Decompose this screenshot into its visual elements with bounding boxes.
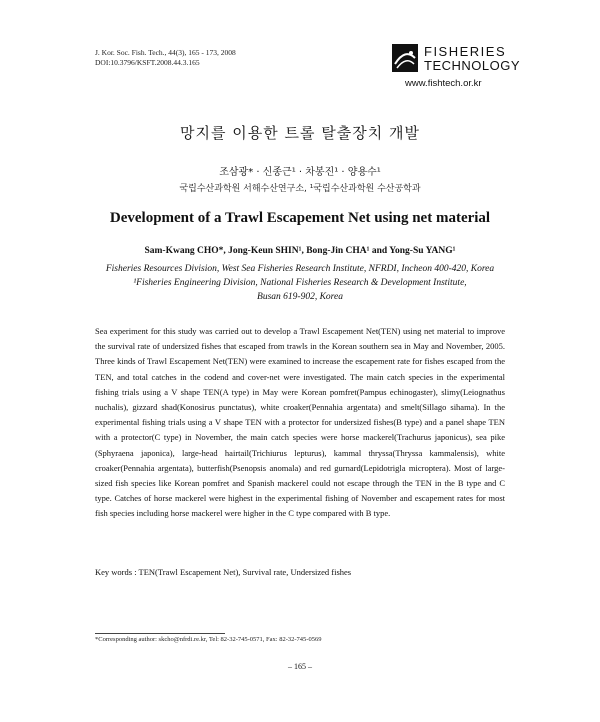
korean-authors: 조삼광* · 신종근¹ · 차봉진¹ · 양용수¹ [219, 167, 381, 178]
journal-line-1: J. Kor. Soc. Fish. Tech., 44(3), 165 - 173, 2008 [95, 48, 236, 57]
abstract-body: Sea experiment for this study was carried out to develop a Trawl Escapement Net(TEN) using net material to improve the survival rate of undersized fishes that escaped from trawls in the Korean southern sea in May and November, 2005. Three kinds of Trawl Escapement Net(TEN) were examined to increase the escapement rate for fishes escaped from the TEN, and total catches in the codend and cover-net were investigated. The main catch species in the experimental fishing trials using a V shape TEN(A type) in May were Korean pomfret(Pampus echinogaster), slimy(Leiognathus nuchalis), gizzard shad(Konosirus punctatus), white croaker(Pennahia argentata) and smelt(Sillago sihama). In the experimental fishing trials using a V shape TEN with a protector for undersized fishes(B type) and a panel shape TEN with a protector(C type) in November, the main catch species were horse mackerel(Trachurus japonicus), sea pike (Sphyraena japonica), large-head hairtail(Trichiurus lepturus), kammal thryssa(Thryssa kammalensis), white croaker(Pennahia argentata), butterfish(Psenopsis anomala) and red gurnard(Lepidotrigla microptera). Most of large-sized fish species like Korean pomfret and Spanish mackerel could not escape through the TEN in the B type and C type. Catches of horse mackerel were highest in the experimental fishing of November and escapement rates for most fish species including horse mackerel were higher in the C type compared with B type. [95, 326, 505, 519]
logo-text-technology: TECHNOLOGY [424, 58, 521, 73]
journal-doi: DOI:10.3796/KSFT.2008.44.3.165 [95, 58, 200, 67]
journal-logo [392, 44, 542, 74]
affiliation-line-1: Fisheries Resources Division, West Sea Fisheries Research Institute, NFRDI, Incheon 400-420, Korea [105, 264, 495, 274]
affiliation-line-3: Busan 619-902, Korea [257, 292, 343, 302]
page-number: – 165 – [288, 662, 312, 671]
korean-title: 망지를 이용한 트롤 탈출장치 개발 [180, 124, 420, 142]
footnote-divider [95, 633, 225, 634]
corresponding-author-footnote: *Corresponding author: skcho@nfrdi.re.kr, Tel: 82-32-745-0571, Fax: 82-32-745-0569 [95, 636, 322, 643]
logo-text-fisheries: FISHERIES [424, 44, 507, 59]
english-authors: Sam-Kwang CHO*, Jong-Keun SHIN¹, Bong-Jin CHA¹ and Yong-Su YANG¹ [144, 246, 456, 256]
journal-url[interactable]: www.fishtech.or.kr [405, 78, 482, 89]
journal-citation [95, 48, 236, 68]
korean-affiliation: 국립수산과학원 서해수산연구소, ¹국립수산과학원 수산공학과 [179, 184, 421, 194]
english-title: Development of a Trawl Escapement Net using net material [109, 210, 491, 226]
fish-net-logo-icon [392, 44, 418, 72]
english-affiliation [60, 262, 540, 304]
keywords: Key words : TEN(Trawl Escapement Net), Survival rate, Undersized fishes [95, 567, 352, 577]
affiliation-line-2: ¹Fisheries Engineering Division, National Fisheries Research & Development Institute, [133, 278, 467, 288]
